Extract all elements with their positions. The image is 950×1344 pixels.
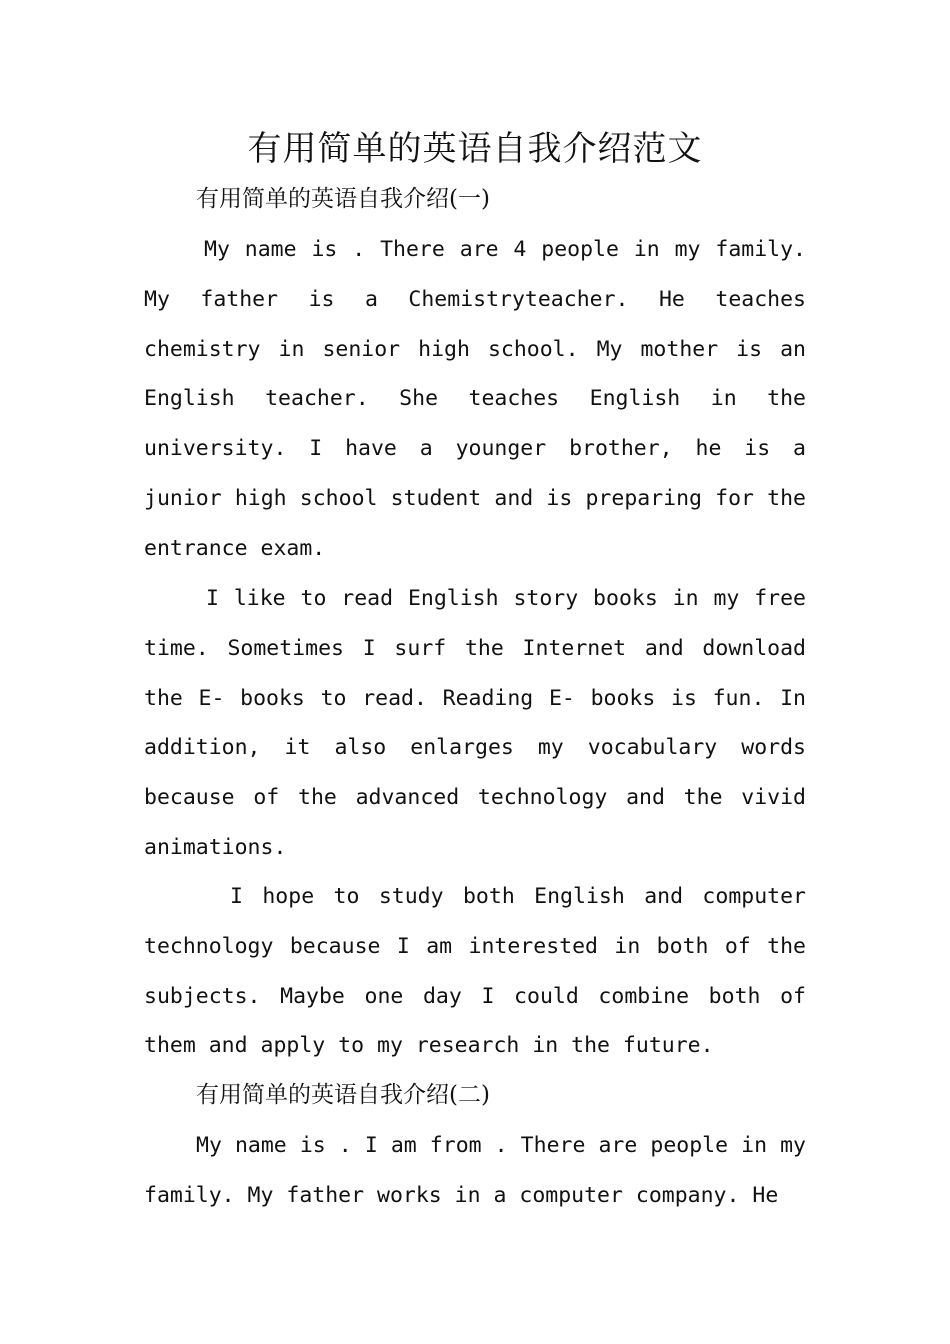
section-heading-2: 有用简单的英语自我介绍(二) bbox=[196, 1082, 490, 1108]
section-heading-1: 有用简单的英语自我介绍(一) bbox=[196, 186, 490, 212]
document-title: 有用简单的英语自我介绍范文 bbox=[247, 129, 703, 169]
paragraph-intro-2: My name is . I am from . There are people in my family. My father works in a computer company. He bbox=[144, 1133, 806, 1208]
paragraph-goals: I hope to study both English and computer technology because I am interested in both of the subjects. Maybe one day I could combine both of them and apply to my research in the future. bbox=[144, 884, 806, 1059]
paragraph-family: My name is . There are 4 people in my family. My father is a Chemistryteacher. He teaches chemistry in senior high school. My mother is an English teacher. She teaches English in the university. I have a younger brother, he is a junior high school student and is preparing for the entrance exam. bbox=[144, 237, 806, 561]
paragraph-hobbies: I like to read English story books in my free time. Sometimes I surf the Internet and download the E- books to read. Reading E- books is fun. In addition, it also enlarges my vocabulary words because of the advanced technology and the vivid animations. bbox=[144, 586, 806, 860]
